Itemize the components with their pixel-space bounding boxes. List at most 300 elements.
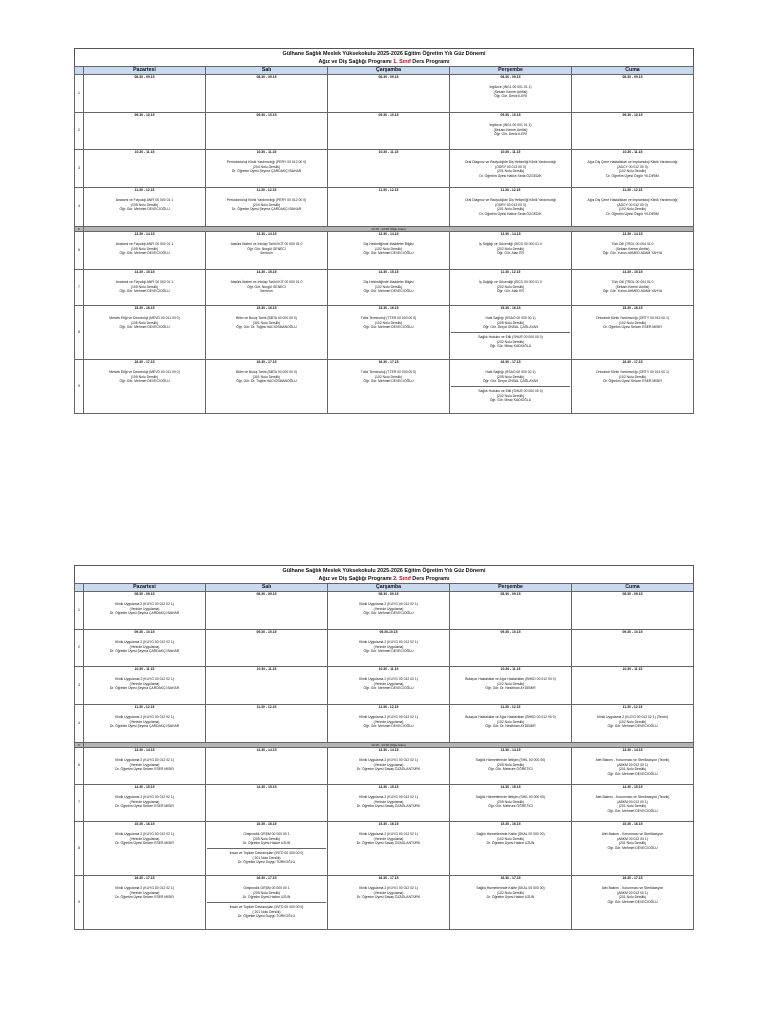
schedule-cell <box>572 784 694 821</box>
schedule-header <box>74 48 694 66</box>
course-line: Dr. Öğretim Üyesi Özgür YILDIRIM <box>606 173 659 178</box>
course-block <box>329 715 448 729</box>
time-slot: 10.30 - 11.15 <box>256 149 277 154</box>
day-header: Pazartesi <box>84 67 206 75</box>
time-slot: 10.30 - 11.15 <box>500 149 521 154</box>
course-line: Diş Hekimliğinde Maddeler Bilgisi <box>363 280 414 285</box>
course-line: (205 Nolu Derslik) <box>496 799 525 804</box>
course-line: Klinik Uygulama 2 (KUYG 00 012 02 1) <box>115 715 174 720</box>
course-line: (ABKM 00 012 00 1) <box>617 836 648 841</box>
course-block <box>451 123 570 137</box>
course-line: ( 201 Nolu Derslik) <box>252 855 281 860</box>
course-block <box>85 715 204 729</box>
course-line: Dr. Öğretim Üyesi Hatice UZUN <box>242 895 291 900</box>
course-line: Öğr. Gör. Mehmet DEVECİOĞLU <box>363 649 414 654</box>
time-slot: 14.30 - 15.15 <box>622 269 643 274</box>
schedule-cell <box>84 269 206 305</box>
course-line: (202 Nolu Derslik) <box>496 339 525 344</box>
day-header: Perşembe <box>450 584 572 592</box>
course-line: Öğr. Gör. Dr. Tuğba HACIOSMANOĞLU <box>236 379 297 384</box>
course-line: Dr. Öğretim Üyesi Selcen ESER MISIR <box>115 804 174 809</box>
course-line: Alet Bakımı - Korunması ve Sterilizasyon (Teorik) <box>595 795 670 800</box>
time-slot: 14.30 - 15.15 <box>622 784 643 789</box>
course-block <box>207 160 326 174</box>
time-slot: 13.30 - 14.15 <box>622 747 643 752</box>
course-line: İngilizce (INGL 00 001 01 1) <box>489 123 532 128</box>
course-line: (201 Nolu Derslik) <box>618 804 647 809</box>
time-slot: 15.30 - 16.15 <box>378 821 399 826</box>
course-line: Oral Diagnoz ve Radyolojide Diş Hekimliği Klinik Yardımcılığı <box>464 160 557 165</box>
schedule-cell <box>84 359 206 413</box>
course-block <box>573 242 692 256</box>
course-block <box>451 332 570 349</box>
course-block <box>85 198 204 212</box>
schedule-row <box>75 359 694 413</box>
schedule-cell <box>572 74 694 112</box>
schedule-row <box>75 231 694 269</box>
course-block <box>451 370 570 384</box>
time-slot: 09.30 - 10.15 <box>134 629 155 634</box>
schedule-cell <box>206 112 328 149</box>
time-slot: 09.30 - 10.15 <box>378 112 399 117</box>
course-line: Öğr. Gör. Yunus AHMED ADAM YAHYA <box>602 289 663 294</box>
course-line: Öğr. Gör. Mehmet DEVECİOĞLU <box>363 724 414 729</box>
course-line: (102 Nolu Derslik) <box>618 374 647 379</box>
time-slot: 14.30 - 15.15 <box>134 269 155 274</box>
course-line: (ADCY 00 012 00 0) <box>617 202 648 207</box>
row-number: 4 <box>75 187 84 226</box>
course-line: Klinik Uygulama 2 (KUYG 00 012 02 1) (Teorik) <box>596 715 669 720</box>
schedule-cell <box>450 821 572 875</box>
course-block <box>85 640 204 654</box>
course-line: Dr. Öğretim Üyesi Hatice Seda ÖZGEDİK <box>479 211 542 216</box>
schedule-row <box>75 875 694 929</box>
schedule-cell <box>328 187 450 226</box>
time-slot: 09.30 - 10.15 <box>622 112 643 117</box>
schedule-cell <box>206 305 328 359</box>
course-line: İnsan ve Toplum Davranışları (İNTD 00 000 00 0) <box>229 904 304 909</box>
course-line: Bilim ve Buluş Tarihi (BBTA 00 000 00 0) <box>236 316 297 321</box>
course-line: Sağlık Hukuku ve Etik (SHUE 00 000 00 0) <box>478 334 543 339</box>
course-block <box>451 280 570 294</box>
course-line: Öğr. Gör. Mehmet DEVECİOĞLU <box>607 899 658 904</box>
schedule-cell <box>572 187 694 226</box>
row-number: 9 <box>75 875 84 929</box>
course-line: (202 Nolu Derslik) <box>496 393 525 398</box>
schedule-cell <box>572 359 694 413</box>
class-label: 2. Sınıf <box>393 576 411 582</box>
row-number: 6 <box>75 747 84 784</box>
course-line: Öğr. Gör. Mehmet DEVECİOĞLU <box>607 845 658 850</box>
course-line: Dr. Öğretim Üyesi Selcen ESER MISIR <box>603 325 662 330</box>
time-slot: 15.30 - 16.15 <box>134 305 155 310</box>
schedule-cell <box>84 704 206 742</box>
course-line: Türk Dili (TRDL 00 004 01 0 <box>611 280 654 285</box>
course-block <box>85 832 204 846</box>
course-block <box>85 677 204 691</box>
course-line: Öğr. Gör. Dr. Tuğba HACIOSMANOĞLU <box>236 325 297 330</box>
course-line: (201 Nolu Derslik) <box>618 895 647 900</box>
course-line: Bilim ve Buluş Tarihi (BBTA 00 000 00 0) <box>236 370 297 375</box>
time-slot: 11.30 - 12.15 <box>622 704 643 709</box>
time-slot: 16.30 - 17.15 <box>256 875 277 880</box>
course-line: (202 Nolu Derslik) <box>496 246 525 251</box>
course-block <box>207 886 326 900</box>
course-line: Alet Bakımı - Korunması ve Sterilizasyon <box>601 886 664 891</box>
course-block <box>573 886 692 904</box>
course-line: Dr. Öğretim Üyesi Şeyma ÇARDAKÇI BAHAR <box>109 724 180 729</box>
course-line: Atatürk İlkeleri ve İnkılap Tarihi İKİT 00 000 01 0 <box>230 280 303 285</box>
row-number: 8 <box>75 305 84 359</box>
time-slot: 13.30 - 14.15 <box>134 747 155 752</box>
course-line: Öğr. Gör. Alan ER <box>497 251 524 256</box>
time-slot: 08.30 - 09.15 <box>500 74 521 79</box>
time-slot: 11.30 - 12.15 <box>134 187 155 192</box>
schedule-cell <box>572 747 694 784</box>
course-line: (Yerinde Uygulama) <box>373 836 404 841</box>
course-line: Öğr. Gör. Derya ONSAL ÇAĞLAYAN <box>483 325 538 330</box>
course-line: Dr. Öğretim Üyesi Hatice UZUN <box>486 895 535 900</box>
course-line: Dr. Öğretim Üyesi Selcen ESER MISIR <box>115 841 174 846</box>
day-header: Cuma <box>572 584 694 592</box>
schedule-cell <box>206 629 328 666</box>
row-number: 2 <box>75 629 84 666</box>
course-line: Öğr. Gör. Mehmet DEVECİOĞLU <box>607 771 658 776</box>
course-line: (ODRY 00 013 00 0) <box>495 164 526 169</box>
course-line: Senkron <box>260 251 273 256</box>
course-line: (Sekam Kemer Amfisi) <box>615 246 650 251</box>
schedule-cell <box>572 231 694 269</box>
schedule-cell <box>328 784 450 821</box>
schedule-row <box>75 784 694 821</box>
course-block <box>573 198 692 216</box>
schedule-cell <box>206 875 328 929</box>
course-block <box>573 758 692 776</box>
course-block <box>573 280 692 294</box>
class-label: 1. Sınıf <box>393 59 411 65</box>
time-slot: 08.30 - 09.15 <box>134 74 155 79</box>
time-slot: 09.30 - 10.15 <box>256 112 277 117</box>
course-line: Öğr. Gör. Mehmet DEVECİOĞLU <box>363 325 414 330</box>
course-line: (205 Nolu Derslik) <box>496 320 525 325</box>
time-slot: 14.30 - 15.15 <box>378 269 399 274</box>
course-line: Dr. Öğretim Üyesi Hatice UZUN <box>242 841 291 846</box>
course-line: (105 Nolu Derslik) <box>130 374 159 379</box>
corner-cell <box>75 584 84 592</box>
course-line: (Yerinde Uygulama) <box>373 799 404 804</box>
course-line: Öğr. Gör. Deniz İLERİ <box>494 94 527 99</box>
course-line: (301 Nolu Derslik) <box>252 374 281 379</box>
course-line: Öğr. Gör. Nurgül GENECİ <box>247 246 286 251</box>
course-line: Klinik Uygulama 2 (KUYG 00 012 02 1) <box>359 677 418 682</box>
course-block <box>451 85 570 99</box>
course-line: (ODRY 00 013 00 0) <box>495 202 526 207</box>
course-line: Öğr. Gör. Mebrure ÖĞRETİCİ <box>488 804 533 809</box>
schedule-cell <box>328 112 450 149</box>
course-line: Girişimcilik GRŞM 00 000 00 1 <box>243 832 290 837</box>
course-block <box>85 316 204 330</box>
course-line: Öğr. Gör. Mehmet DEVECİOĞLU <box>119 325 170 330</box>
course-line: (301 Nolu Derslik) <box>252 320 281 325</box>
course-line: Türk Dili (TRDL 00 004 01 0 <box>611 242 654 247</box>
course-block <box>85 795 204 809</box>
course-line: (Yerinde Uygulama) <box>373 681 404 686</box>
row-number: 3 <box>75 666 84 704</box>
course-block <box>573 832 692 850</box>
schedule-header <box>74 565 694 583</box>
course-line: (Yerinde Uygulama) <box>373 890 404 895</box>
schedule-cell <box>450 74 572 112</box>
course-line: Dr. Öğretim Üyesi Savaş ÖZAGLANTÜRK <box>356 841 421 846</box>
course-line: (102 Nolu Derslik) <box>618 207 647 212</box>
schedule-cell <box>450 269 572 305</box>
course-block <box>207 902 326 919</box>
schedule-cell <box>206 747 328 784</box>
course-line: Öğr. Gör. Derya ONSAL ÇAĞLAYAN <box>483 379 538 384</box>
time-slot: 14.30 - 15.15 <box>134 784 155 789</box>
schedule-cell <box>572 305 694 359</box>
time-slot: 13.30 - 14.15 <box>378 747 399 752</box>
time-slot: 13.30 - 14.15 <box>256 747 277 752</box>
course-block <box>329 795 448 809</box>
schedule-cell <box>572 269 694 305</box>
schedule-cell <box>206 231 328 269</box>
course-line: (201 Nolu Derslik) <box>496 207 525 212</box>
schedule-cell <box>84 591 206 629</box>
corner-cell <box>75 67 84 75</box>
row-number: 6 <box>75 231 84 269</box>
course-line: (ABKM 00 012 00 1) <box>617 799 648 804</box>
schedule-cell <box>206 704 328 742</box>
course-line: (102 Nolu Derslik) <box>374 374 403 379</box>
time-slot: 15.30 - 16.15 <box>500 821 521 826</box>
schedule-title: Gülhane Sağlık Meslek Yüksekokulu 2025-2026 Eğitim Öğretim Yılı Güz Dönemi <box>282 568 486 574</box>
time-slot: 15.30 - 16.15 <box>378 305 399 310</box>
course-line: Klinik Uygulama 2 (KUYG 00 012 02 1) <box>115 758 174 763</box>
time-slot: 16.30 - 17.15 <box>500 359 521 364</box>
course-block <box>329 370 448 384</box>
course-line: (ABKM 00 012 00 1) <box>617 762 648 767</box>
course-line: Öğr. Gör. Miraç KADIOĞLU <box>489 344 532 349</box>
schedule-row <box>75 149 694 187</box>
course-line: Ağız Diş Çene Hastalıkları ve İmplantoloji Klinik Yardımcılığı <box>587 198 678 203</box>
schedule-cell <box>450 359 572 413</box>
course-line: Öğr. Gör. Mehmet DEVECİOĞLU <box>363 686 414 691</box>
course-line: (205 Nolu Derslik) <box>252 836 281 841</box>
course-line: Senkron <box>260 289 273 294</box>
course-line: Dr. Öğretim Üyesi Duygu TÜRKOĞLU <box>237 860 296 865</box>
time-slot: 10.30 - 11.15 <box>134 149 155 154</box>
course-line: (102 Nolu Derslik) <box>374 246 403 251</box>
course-block <box>329 316 448 330</box>
course-line: Öğr. Gör. Mehmet DEVECİOĞLU <box>119 207 170 212</box>
schedule-row <box>75 666 694 704</box>
course-line: (Yerinde Uygulama) <box>373 719 404 724</box>
row-number: 7 <box>75 784 84 821</box>
time-slot: 15.30 - 16.15 <box>500 305 521 310</box>
schedule-cell <box>572 875 694 929</box>
course-block <box>85 886 204 900</box>
course-line: Alet Bakımı - Korunması ve Sterilizasyon (Teorik) <box>595 758 670 763</box>
course-line: Klinik Uygulama 2 (KUYG 00 012 02 1) <box>115 795 174 800</box>
course-line: (Yerinde Uygulama) <box>129 836 160 841</box>
time-slot: 11.30 - 12.15 <box>378 704 399 709</box>
course-line: (Yerinde Uygulama) <box>129 644 160 649</box>
time-slot: 11.30 - 12.15 <box>378 187 399 192</box>
time-slot: 13.30 - 14.15 <box>500 231 521 236</box>
course-line: Öğr. Gör. Mehmet DEVECİOĞLU <box>119 379 170 384</box>
course-line: (102 Nolu Derslik) <box>496 681 525 686</box>
course-block <box>451 886 570 900</box>
course-block <box>207 242 326 256</box>
schedule-cell <box>328 704 450 742</box>
course-block <box>451 795 570 809</box>
time-slot: 13.30 - 14.15 <box>378 231 399 236</box>
time-slot: 09.30 - 10.15 <box>500 629 521 634</box>
schedule-cell <box>206 359 328 413</box>
course-block <box>207 370 326 384</box>
schedule-row <box>75 112 694 149</box>
course-line: Klinik Uygulama 2 (KUYG 00 012 02 1) <box>359 758 418 763</box>
course-line: Ağız Diş Çene Hastalıkları ve İmplantoloji Klinik Yardımcılığı <box>587 160 678 165</box>
course-block <box>85 280 204 294</box>
course-line: (102 Nolu Derslik) <box>618 719 647 724</box>
course-line: (201 Nolu Derslik) <box>618 767 647 772</box>
time-slot: 11.30 - 12.15 <box>500 704 521 709</box>
row-number: 8 <box>75 821 84 875</box>
course-block <box>85 242 204 256</box>
course-block <box>451 832 570 846</box>
schedule-row <box>75 704 694 742</box>
course-line: Dr. Öğretim Üyesi Savaş ÖZAGLANTÜRK <box>356 895 421 900</box>
schedule-cell <box>84 305 206 359</box>
schedule-cell <box>328 666 450 704</box>
schedule-cell <box>450 666 572 704</box>
course-line: Periodontoloji Klinik Yardımcılığı (PERY 00 012 00 0) <box>226 198 307 203</box>
course-line: Sağlık Hizmetlerinde İletişim (SHIL 00 000 00) <box>475 795 546 800</box>
course-line: Klinik Uygulama 2 (KUYG 00 012 02 1) <box>359 832 418 837</box>
course-line: Bulaşıcı Hastalıklar ve Ağız Hastalıkları (BHKD 00 012 00 0) <box>465 715 556 720</box>
row-number: 4 <box>75 704 84 742</box>
course-block <box>451 242 570 256</box>
schedule-cell <box>328 747 450 784</box>
day-header: Çarşamba <box>328 67 450 75</box>
course-line: (102 Nolu Derslik) <box>496 719 525 724</box>
course-line: Dr. Öğretim Üyesi Şeyma ÇARDAKÇI BAHAR <box>109 611 180 616</box>
lunch-break: 12:15 - 13:30 (Öğle Arası) <box>84 742 694 747</box>
course-line: Ortodonti Klinik Yardımcılığı (ORTY 00 013 00 1) <box>595 370 670 375</box>
time-slot: 16.30 - 17.15 <box>256 359 277 364</box>
time-slot: 15.30 - 16.15 <box>256 305 277 310</box>
course-line: (Yerinde Uygulama) <box>373 762 404 767</box>
time-slot: 08.30 - 09.15 <box>622 591 643 596</box>
course-line: (205 Nolu Derslik) <box>252 890 281 895</box>
schedule-subtitle: Ağız ve Diş Sağlığı Programı 1. Sınıf Ders Programı <box>318 59 450 65</box>
course-line: ( 201 Nolu Derslik) <box>252 909 281 914</box>
course-line: Klinik Uygulama 2 (KUYG 00 012 02 1) <box>115 602 174 607</box>
course-line: Dr. Öğretim Üyesi Şeyma ÇARDAKÇI BAHAR <box>109 686 180 691</box>
course-line: Klinik Uygulama 2 (KUYG 00 012 02 1) <box>115 886 174 891</box>
course-line: Öğr. Gör. Miraç KADIOĞLU <box>489 398 532 403</box>
schedule-cell <box>450 231 572 269</box>
time-slot: 11.30 - 12.15 <box>500 187 521 192</box>
time-slot: 11.30 - 12.15 <box>622 187 643 192</box>
course-line: (Sekam Kemer Amfisi) <box>615 284 650 289</box>
schedule-cell <box>206 269 328 305</box>
time-slot: 08.30 - 09.15 <box>256 74 277 79</box>
course-block <box>573 370 692 384</box>
course-line: Klinik Uygulama 2 (KUYG 00 012 02 1) <box>359 886 418 891</box>
course-line: Dr. Öğretim Üyesi Selcen ESER MISIR <box>115 767 174 772</box>
course-line: (Yerinde Uygulama) <box>129 606 160 611</box>
schedule-cell <box>206 187 328 226</box>
schedule-cell <box>84 231 206 269</box>
course-line: Öğr. Gör. Mehmet DEVECİOĞLU <box>607 808 658 813</box>
schedule-cell <box>450 305 572 359</box>
course-line: (105 Nolu Derslik) <box>130 284 159 289</box>
schedule-cell <box>328 359 450 413</box>
time-slot: 13.30 - 14.15 <box>134 231 155 236</box>
course-line: Öğr. Gör. Dr. Nesibhan AYDEMİR <box>485 686 536 691</box>
time-slot: 10.30 - 11.15 <box>622 149 643 154</box>
time-slot: 08.30 - 09.15 <box>622 74 643 79</box>
row-number: 7 <box>75 269 84 305</box>
course-line: Atatürk İlkeleri ve İnkılap Tarihi İKİT 00 000 01 0 <box>230 242 303 247</box>
course-line: İş Sağlığı ve Güvenliği (İSCD 00 000 01 0 <box>479 280 542 285</box>
schedule-cell <box>206 784 328 821</box>
course-line: (102 Nolu Derslik) <box>496 836 525 841</box>
schedule-cell <box>450 704 572 742</box>
course-line: (204 Nolu Derslik) <box>252 164 281 169</box>
schedule-row <box>75 187 694 226</box>
course-line: Anatomi ve Fizyoloji ANFİ 00 000 01 1 <box>115 242 174 247</box>
course-line: Sağlık Hizmetlerinde İletişim (SHIL 00 000 00) <box>475 758 546 763</box>
time-slot: 10.30 - 11.15 <box>622 666 643 671</box>
course-line: Dr. Öğretim Üyesi Şeyma ÇARDAKÇI BAHAR <box>231 207 302 212</box>
schedule-cell <box>450 784 572 821</box>
schedule-row <box>75 821 694 875</box>
schedule-cell <box>206 821 328 875</box>
course-block <box>85 758 204 772</box>
course-line: (105 Nolu Derslik) <box>130 246 159 251</box>
course-line: Öğr. Gör. Mehmet DEVECİOĞLU <box>363 611 414 616</box>
course-block <box>451 198 570 216</box>
schedule-row <box>75 305 694 359</box>
course-block <box>207 280 326 294</box>
schedule-cell <box>450 629 572 666</box>
time-slot: 11.30 - 12.15 <box>134 704 155 709</box>
schedule-cell <box>572 821 694 875</box>
course-line: Dr. Öğretim Üyesi Selcen ESER MISIR <box>115 895 174 900</box>
course-line: Klinik Uygulama 2 (KUYG 00 012 02 1) <box>359 602 418 607</box>
row-number: 1 <box>75 74 84 112</box>
time-slot: 16.30 - 17.15 <box>134 875 155 880</box>
course-line: Alet Bakımı - Korunması ve Sterilizasyon <box>601 832 664 837</box>
course-block <box>329 640 448 654</box>
course-line: Dr. Öğretim Üyesi Savaş ÖZAGLANTÜRK <box>356 767 421 772</box>
schedule-table <box>74 66 694 414</box>
course-line: (102 Nolu Derslik) <box>496 890 525 895</box>
time-slot: 14.30 - 15.15 <box>256 269 277 274</box>
schedule-cell <box>450 591 572 629</box>
course-line: Meslek Etiği ve Deontoloji (MEVD 00 011 00 0) <box>109 316 180 321</box>
course-line: Öğr. Gör. Dr. Nesibhan AYDEMİR <box>485 724 536 729</box>
course-line: (201 Nolu Derslik) <box>618 841 647 846</box>
row-number: 2 <box>75 112 84 149</box>
time-slot: 10.30 - 11.15 <box>500 666 521 671</box>
schedule-cell <box>572 666 694 704</box>
time-slot: 16.30 - 17.15 <box>500 875 521 880</box>
